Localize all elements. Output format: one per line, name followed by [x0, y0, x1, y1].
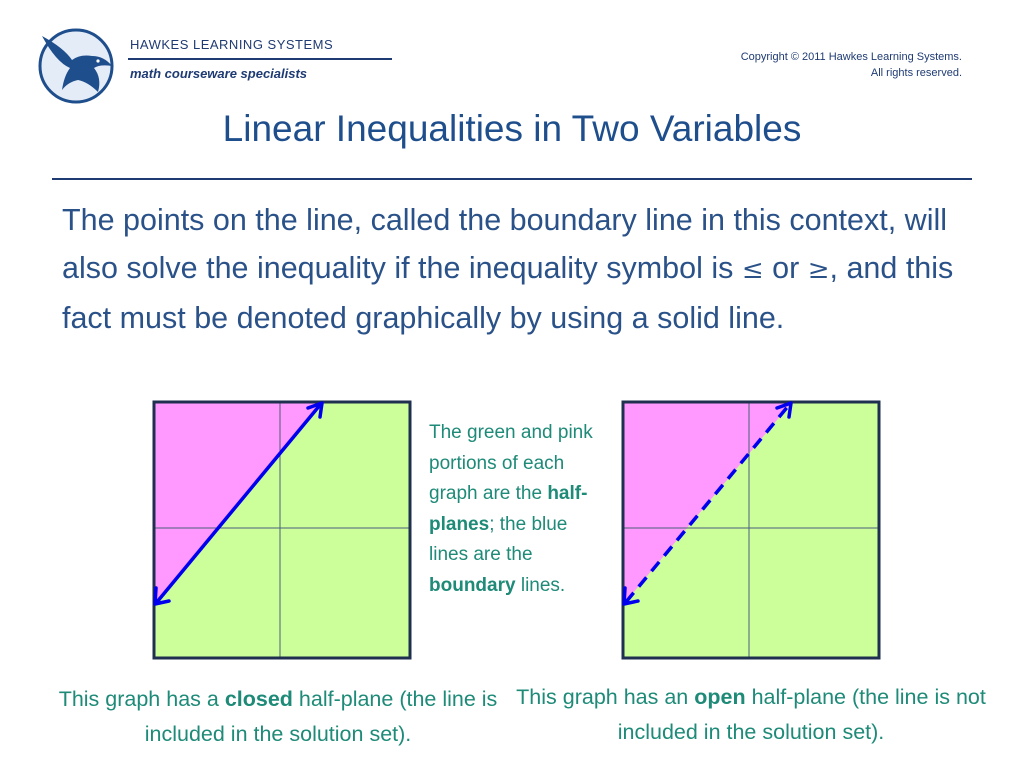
- copyright-line-2: All rights reserved.: [870, 67, 962, 79]
- less-or-equal-symbol: ≤: [741, 255, 764, 285]
- callout-text-part-3: lines.: [515, 574, 566, 596]
- callout-half-planes-term: half-planes: [429, 483, 588, 535]
- callout-boundary-term: boundary: [429, 574, 516, 596]
- eagle-logo-icon: [34, 26, 118, 104]
- copyright-notice: [741, 49, 962, 81]
- closed-half-plane-svg: [152, 400, 412, 660]
- closed-half-plane-graph: [152, 400, 412, 660]
- greater-or-equal-symbol: ≥: [807, 255, 830, 285]
- callout-text-part-1: The green and pink portions of each graph are the: [429, 422, 593, 504]
- right-caption-part-1: This graph has an: [516, 685, 695, 709]
- open-half-plane-svg: [621, 400, 881, 660]
- open-half-plane-graph: [621, 400, 881, 660]
- slide-title: Linear Inequalities in Two Variables: [222, 108, 802, 149]
- brand-name: HAWKES LEARNING SYSTEMS: [130, 37, 334, 52]
- half-plane-callout: [429, 418, 609, 601]
- hawkes-eagle-logo: [34, 26, 118, 104]
- body-paragraph: [62, 196, 962, 342]
- right-caption-part-2: half-plane (the line is not included in the solution set).: [617, 685, 986, 744]
- left-caption-part-2: half-plane (the line is included in the solution set).: [144, 687, 498, 746]
- brand-tagline: math courseware specialists: [130, 66, 308, 81]
- body-text-part-2: , and this fact must be denoted graphically by using a solid line.: [62, 251, 954, 335]
- left-caption-part-1: This graph has a: [58, 687, 225, 711]
- left-caption-closed-term: closed: [224, 687, 293, 711]
- body-text-or: or: [763, 251, 808, 285]
- brand-divider: [128, 58, 392, 60]
- closed-half-plane-caption: [38, 682, 518, 752]
- body-text-part-1: The points on the line, called the boundary line in this context, will also solve the inequality if the inequality symbol is: [62, 203, 948, 285]
- title-divider: [52, 178, 972, 180]
- open-half-plane-caption: [516, 680, 986, 750]
- copyright-line-1: Copyright © 2011 Hawkes Learning Systems.: [740, 51, 962, 63]
- callout-text-part-2: ; the blue lines are the: [429, 513, 568, 565]
- right-caption-open-term: open: [694, 685, 746, 709]
